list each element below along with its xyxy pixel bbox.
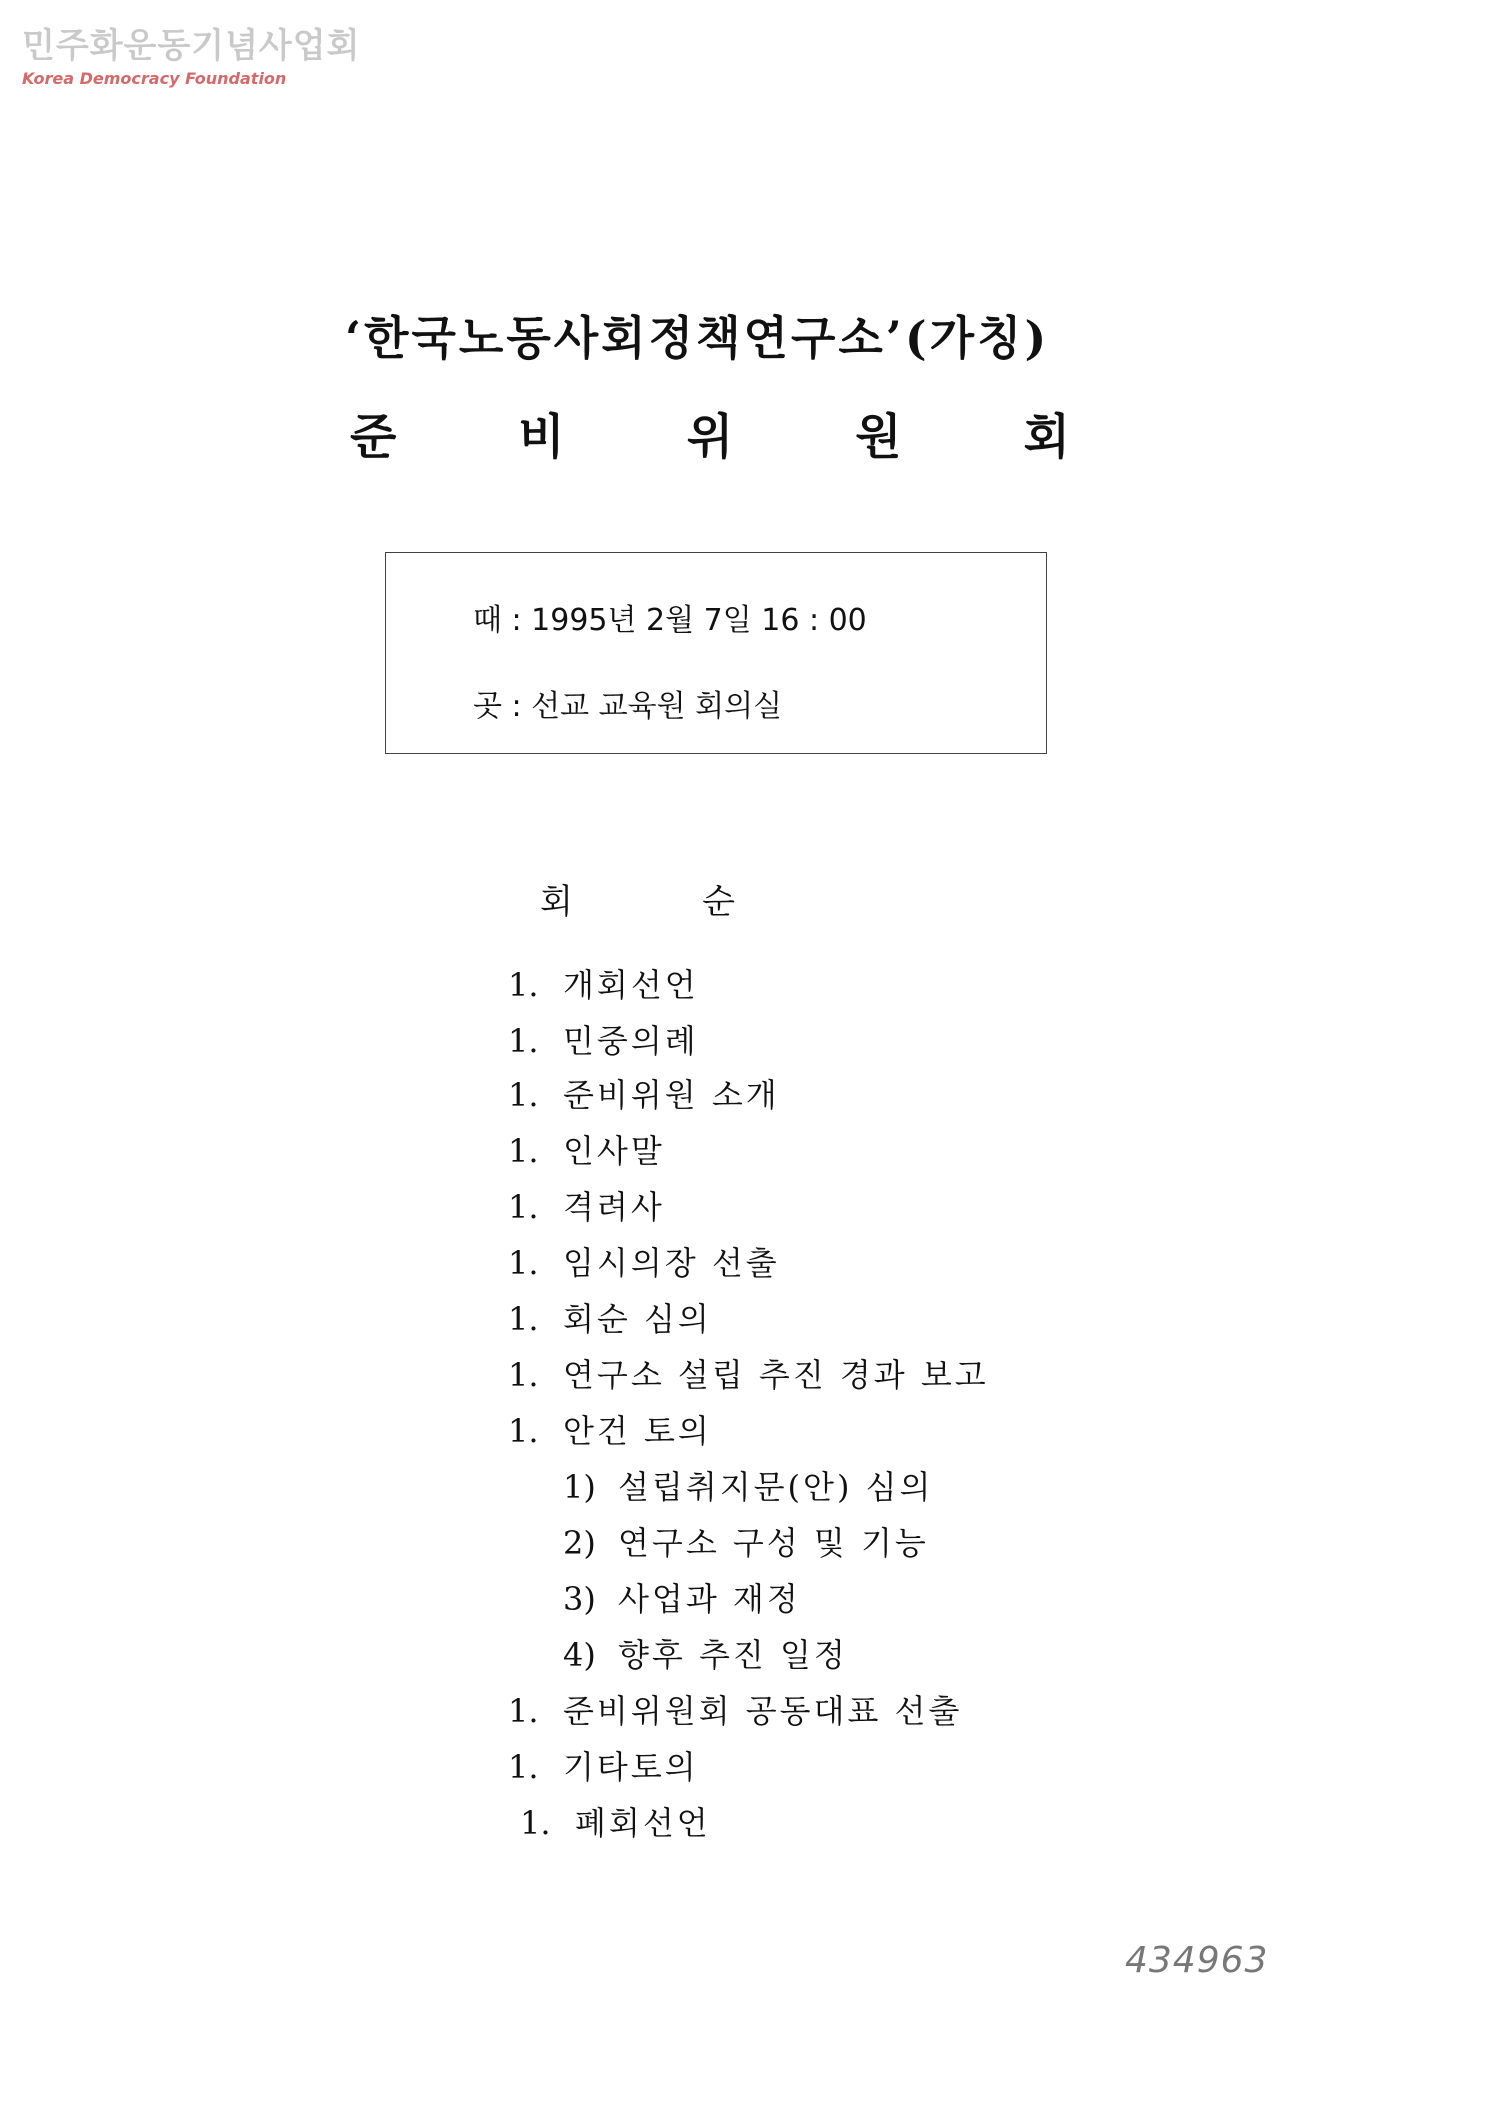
document-title: ‘한국노동사회정책연구소’(가칭): [345, 311, 1050, 365]
agenda-item-text: 회순 심의: [563, 1300, 712, 1338]
agenda-item-text: 안건 토의: [563, 1412, 712, 1450]
meeting-place: 곳 : 선교 교육원 회의실: [473, 689, 783, 724]
document-subtitle: [350, 398, 1070, 467]
agenda-item: [508, 1742, 699, 1788]
agenda-subitem-number: 4): [563, 1636, 596, 1674]
agenda-subitem: [563, 1518, 929, 1564]
agenda-item-number: 1.: [508, 1244, 539, 1282]
agenda-subitem-text: 향후 추진 일정: [618, 1636, 848, 1674]
agenda-item: [508, 1350, 989, 1396]
subtitle-char: 비: [518, 409, 565, 465]
agenda-item: [508, 1016, 699, 1062]
agenda-item: [508, 1406, 712, 1452]
agenda-item-text: 준비위원 소개: [563, 1076, 780, 1114]
agenda-item-number: 1.: [508, 1188, 539, 1226]
agenda-item: [508, 1686, 962, 1732]
agenda-item-number: 1.: [508, 1412, 539, 1450]
agenda-item: [508, 1070, 780, 1116]
agenda-item: [508, 960, 699, 1006]
agenda-item: [520, 1798, 711, 1844]
watermark-english: Korea Democracy Foundation: [22, 69, 287, 88]
agenda-item-text: 연구소 설립 추진 경과 보고: [563, 1356, 989, 1394]
agenda-item: [508, 1294, 712, 1340]
agenda-subitem: [563, 1462, 933, 1508]
agenda-item-text: 격려사: [563, 1188, 665, 1226]
agenda-item-number: 1.: [508, 1300, 539, 1338]
agenda-item-number: 1.: [508, 1692, 539, 1730]
agenda-heading: [540, 874, 735, 923]
agenda-item-number: 1.: [508, 1356, 539, 1394]
agenda-item-text: 임시의장 선출: [563, 1244, 780, 1282]
subtitle-char: 원: [855, 409, 902, 465]
agenda-subitem: [563, 1574, 801, 1620]
agenda-item: [508, 1238, 780, 1284]
foundation-watermark: [22, 18, 360, 88]
agenda-subitem-number: 2): [563, 1524, 596, 1562]
agenda-subitem-number: 1): [563, 1468, 596, 1506]
agenda-item-number: 1.: [508, 1132, 539, 1170]
agenda-subitem-number: 3): [563, 1580, 596, 1618]
watermark-korean: 민주화운동기념사업회: [22, 26, 361, 66]
agenda-item-text: 폐회선언: [575, 1804, 711, 1842]
meeting-time: 때 : 1995년 2월 7일 16 : 00: [473, 603, 867, 638]
agenda-heading-char: 순: [702, 882, 735, 922]
subtitle-char: 준: [350, 409, 397, 465]
agenda-item-number: 1.: [508, 966, 539, 1004]
agenda-item-number: 1.: [508, 1076, 539, 1114]
agenda-item: [508, 1126, 665, 1172]
archive-page-number: 434963: [1125, 1940, 1269, 1981]
agenda-subitem-text: 사업과 재정: [618, 1580, 801, 1618]
agenda-subitem: [563, 1630, 848, 1676]
meeting-info-box: [385, 552, 1047, 754]
agenda-item-number: 1.: [508, 1748, 539, 1786]
subtitle-char: 위: [686, 409, 734, 465]
agenda-item-text: 개회선언: [563, 966, 699, 1004]
agenda-heading-char: 회: [540, 882, 573, 922]
agenda-subitem-text: 연구소 구성 및 기능: [618, 1524, 929, 1562]
agenda-item-number: 1.: [508, 1022, 539, 1060]
agenda-item-text: 민중의례: [563, 1022, 699, 1060]
agenda-item-number: 1.: [520, 1804, 551, 1842]
agenda-item-text: 인사말: [563, 1132, 665, 1170]
agenda-subitem-text: 설립취지문(안) 심의: [618, 1468, 934, 1506]
agenda-item-text: 기타토의: [563, 1748, 699, 1786]
agenda-item-text: 준비위원회 공동대표 선출: [563, 1692, 963, 1730]
subtitle-char: 회: [1023, 409, 1070, 465]
agenda-item: [508, 1182, 665, 1228]
